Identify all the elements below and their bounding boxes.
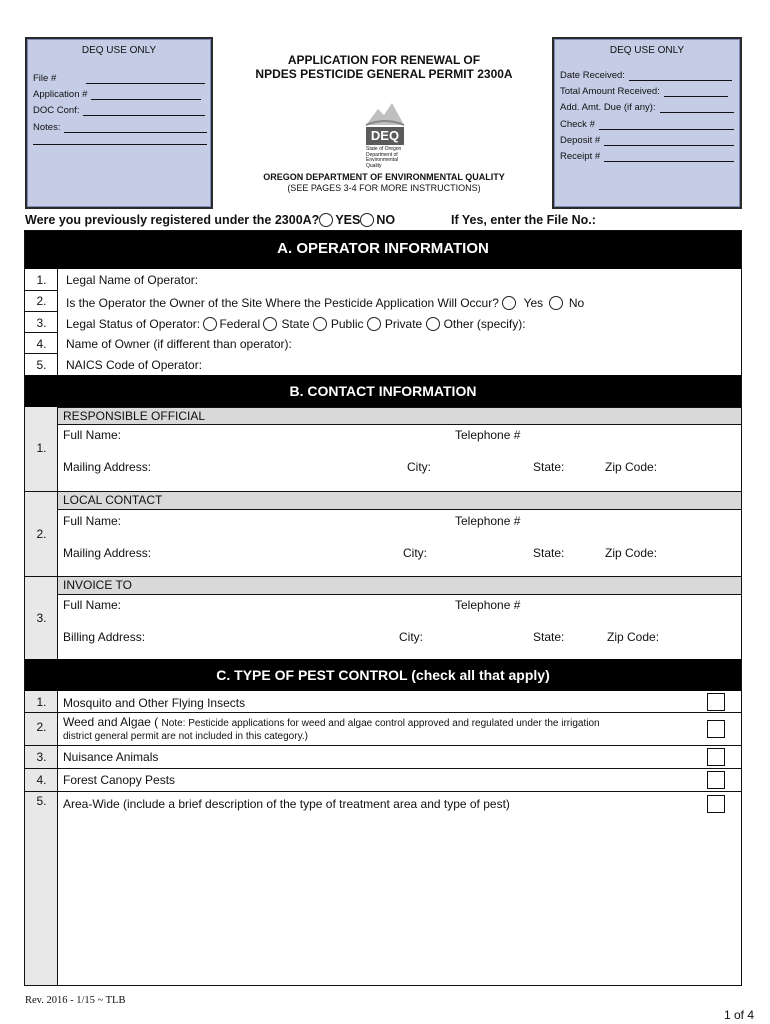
invoice-to-heading: INVOICE TO xyxy=(58,577,741,595)
status-private-radio[interactable] xyxy=(367,317,381,331)
notes-extra-line xyxy=(33,144,207,145)
status-public-label: Public xyxy=(330,317,364,331)
owner-no-label: No xyxy=(568,296,585,310)
local-zip-label: Zip Code: xyxy=(605,546,658,560)
official-telephone-label: Telephone # xyxy=(455,428,521,442)
owner-question-row xyxy=(66,296,584,310)
previous-registration-row xyxy=(25,213,395,227)
prev-no-radio[interactable] xyxy=(360,213,374,227)
section-c-header: C. TYPE OF PEST CONTROL (check all that apply) xyxy=(25,659,741,691)
official-city-label: City: xyxy=(407,460,431,474)
add-amount-due-field[interactable]: Add. Amt. Due (if any): xyxy=(560,102,734,113)
c-row-5-number: 5. xyxy=(36,794,47,808)
c-row-1-number: 1. xyxy=(36,695,47,709)
a-row-4-number: 4. xyxy=(36,337,47,351)
check-number-field[interactable]: Check # xyxy=(560,119,734,130)
mosquito-checkbox[interactable] xyxy=(707,693,725,711)
a-row-3-number: 3. xyxy=(36,316,47,330)
b-block-1-number: 1. xyxy=(36,441,47,455)
file-number-field[interactable]: File # xyxy=(33,73,205,84)
file-number-prompt: If Yes, enter the File No.: xyxy=(451,213,596,227)
deq-logo xyxy=(360,95,410,171)
a-row-2-number: 2. xyxy=(36,294,47,308)
section-b-header: B. CONTACT INFORMATION xyxy=(25,375,741,407)
date-received-field[interactable]: Date Received: xyxy=(560,70,732,81)
weed-algae-row xyxy=(63,715,600,729)
legal-status-row xyxy=(66,317,526,331)
weed-algae-note-line2: district general permit are not included in this category.) xyxy=(63,731,308,742)
deq-logo-subtext: State of Oregon Department of Environmental Quality xyxy=(366,146,402,169)
area-wide-checkbox[interactable] xyxy=(707,795,725,813)
form-title-line1: APPLICATION FOR RENEWAL OF xyxy=(287,53,481,67)
main-form xyxy=(24,230,742,986)
deposit-number-field[interactable]: Deposit # xyxy=(560,135,734,146)
prev-no-label: NO xyxy=(376,213,396,227)
owner-yes-label: Yes xyxy=(523,296,544,310)
owner-no-radio[interactable] xyxy=(549,296,563,310)
status-other-radio[interactable] xyxy=(426,317,440,331)
owner-name-label: Name of Owner (if different than operator): xyxy=(66,337,292,351)
prev-yes-label: YES xyxy=(335,213,361,227)
nuisance-animals-checkbox[interactable] xyxy=(707,748,725,766)
page-number: 1 of 4 xyxy=(723,1008,754,1022)
invoice-billing-address-label: Billing Address: xyxy=(63,630,146,644)
invoice-state-label: State: xyxy=(533,630,565,644)
forest-canopy-checkbox[interactable] xyxy=(707,771,725,789)
status-state-radio[interactable] xyxy=(263,317,277,331)
b-block-3-number: 3. xyxy=(36,611,47,625)
weed-algae-label: Weed and Algae ( xyxy=(63,715,159,729)
weed-algae-checkbox[interactable] xyxy=(707,720,725,738)
legal-name-label: Legal Name of Operator: xyxy=(66,273,199,287)
deq-right-header: DEQ USE ONLY xyxy=(609,45,685,56)
deq-left-header: DEQ USE ONLY xyxy=(81,45,157,56)
invoice-full-name-label: Full Name: xyxy=(63,598,122,612)
section-a-header: A. OPERATOR INFORMATION xyxy=(25,231,741,269)
official-state-label: State: xyxy=(533,460,565,474)
prev-yes-radio[interactable] xyxy=(319,213,333,227)
invoice-telephone-label: Telephone # xyxy=(455,598,521,612)
official-full-name-label: Full Name: xyxy=(63,428,122,442)
local-contact-heading: LOCAL CONTACT xyxy=(58,492,741,510)
official-mailing-address-label: Mailing Address: xyxy=(63,460,152,474)
status-private-label: Private xyxy=(384,317,423,331)
revision-note: Rev. 2016 - 1/15 ~ TLB xyxy=(25,995,126,1006)
previous-registration-question: Were you previously registered under the 2300A? xyxy=(25,213,320,227)
total-amount-field[interactable]: Total Amount Received: xyxy=(560,86,728,97)
status-other-label: Other (specify): xyxy=(443,317,526,331)
notes-field[interactable]: Notes: xyxy=(33,122,207,133)
responsible-official-heading: RESPONSIBLE OFFICIAL xyxy=(58,407,741,425)
deq-use-only-left xyxy=(25,37,213,209)
deq-use-only-right xyxy=(552,37,742,209)
a-row-5-number: 5. xyxy=(36,358,47,372)
instructions-note: (SEE PAGES 3-4 FOR MORE INSTRUCTIONS) xyxy=(287,183,481,193)
legal-status-label: Legal Status of Operator: xyxy=(66,317,201,331)
official-zip-label: Zip Code: xyxy=(605,460,658,474)
area-wide-description-area[interactable] xyxy=(59,815,739,983)
naics-code-label: NAICS Code of Operator: xyxy=(66,358,203,372)
c-row-2-number: 2. xyxy=(36,720,47,734)
agency-name: OREGON DEPARTMENT OF ENVIRONMENTAL QUALITY xyxy=(263,172,505,182)
b-block-2-number: 2. xyxy=(36,527,47,541)
nuisance-animals-label: Nuisance Animals xyxy=(63,750,159,764)
mosquito-label: Mosquito and Other Flying Insects xyxy=(63,696,246,710)
local-state-label: State: xyxy=(533,546,565,560)
receipt-number-field[interactable]: Receipt # xyxy=(560,151,734,162)
status-public-radio[interactable] xyxy=(313,317,327,331)
weed-algae-note: Note: Pesticide applications for weed and algae control approved and regulated under the irrigation xyxy=(161,718,600,729)
invoice-city-label: City: xyxy=(399,630,423,644)
application-number-field[interactable]: Application # xyxy=(33,89,201,100)
owner-question-label: Is the Operator the Owner of the Site Where the Pesticide Application Will Occur? xyxy=(66,296,499,310)
invoice-zip-label: Zip Code: xyxy=(607,630,660,644)
status-state-label: State xyxy=(281,317,310,331)
form-title-line2: NPDES PESTICIDE GENERAL PERMIT 2300A xyxy=(255,67,513,81)
owner-yes-radio[interactable] xyxy=(502,296,516,310)
c-row-3-number: 3. xyxy=(36,750,47,764)
status-federal-radio[interactable] xyxy=(203,317,217,331)
status-federal-label: Federal xyxy=(219,317,261,331)
local-city-label: City: xyxy=(403,546,427,560)
area-wide-label: Area-Wide (include a brief description of the type of treatment area and type of pest) xyxy=(63,797,510,811)
local-telephone-label: Telephone # xyxy=(455,514,521,528)
local-mailing-address-label: Mailing Address: xyxy=(63,546,152,560)
local-full-name-label: Full Name: xyxy=(63,514,122,528)
deq-logo-text: DEQ xyxy=(370,128,400,143)
a-row-1-number: 1. xyxy=(36,273,47,287)
forest-canopy-label: Forest Canopy Pests xyxy=(63,773,176,787)
doc-conf-field[interactable]: DOC Conf: xyxy=(33,105,205,116)
c-row-4-number: 4. xyxy=(36,773,47,787)
